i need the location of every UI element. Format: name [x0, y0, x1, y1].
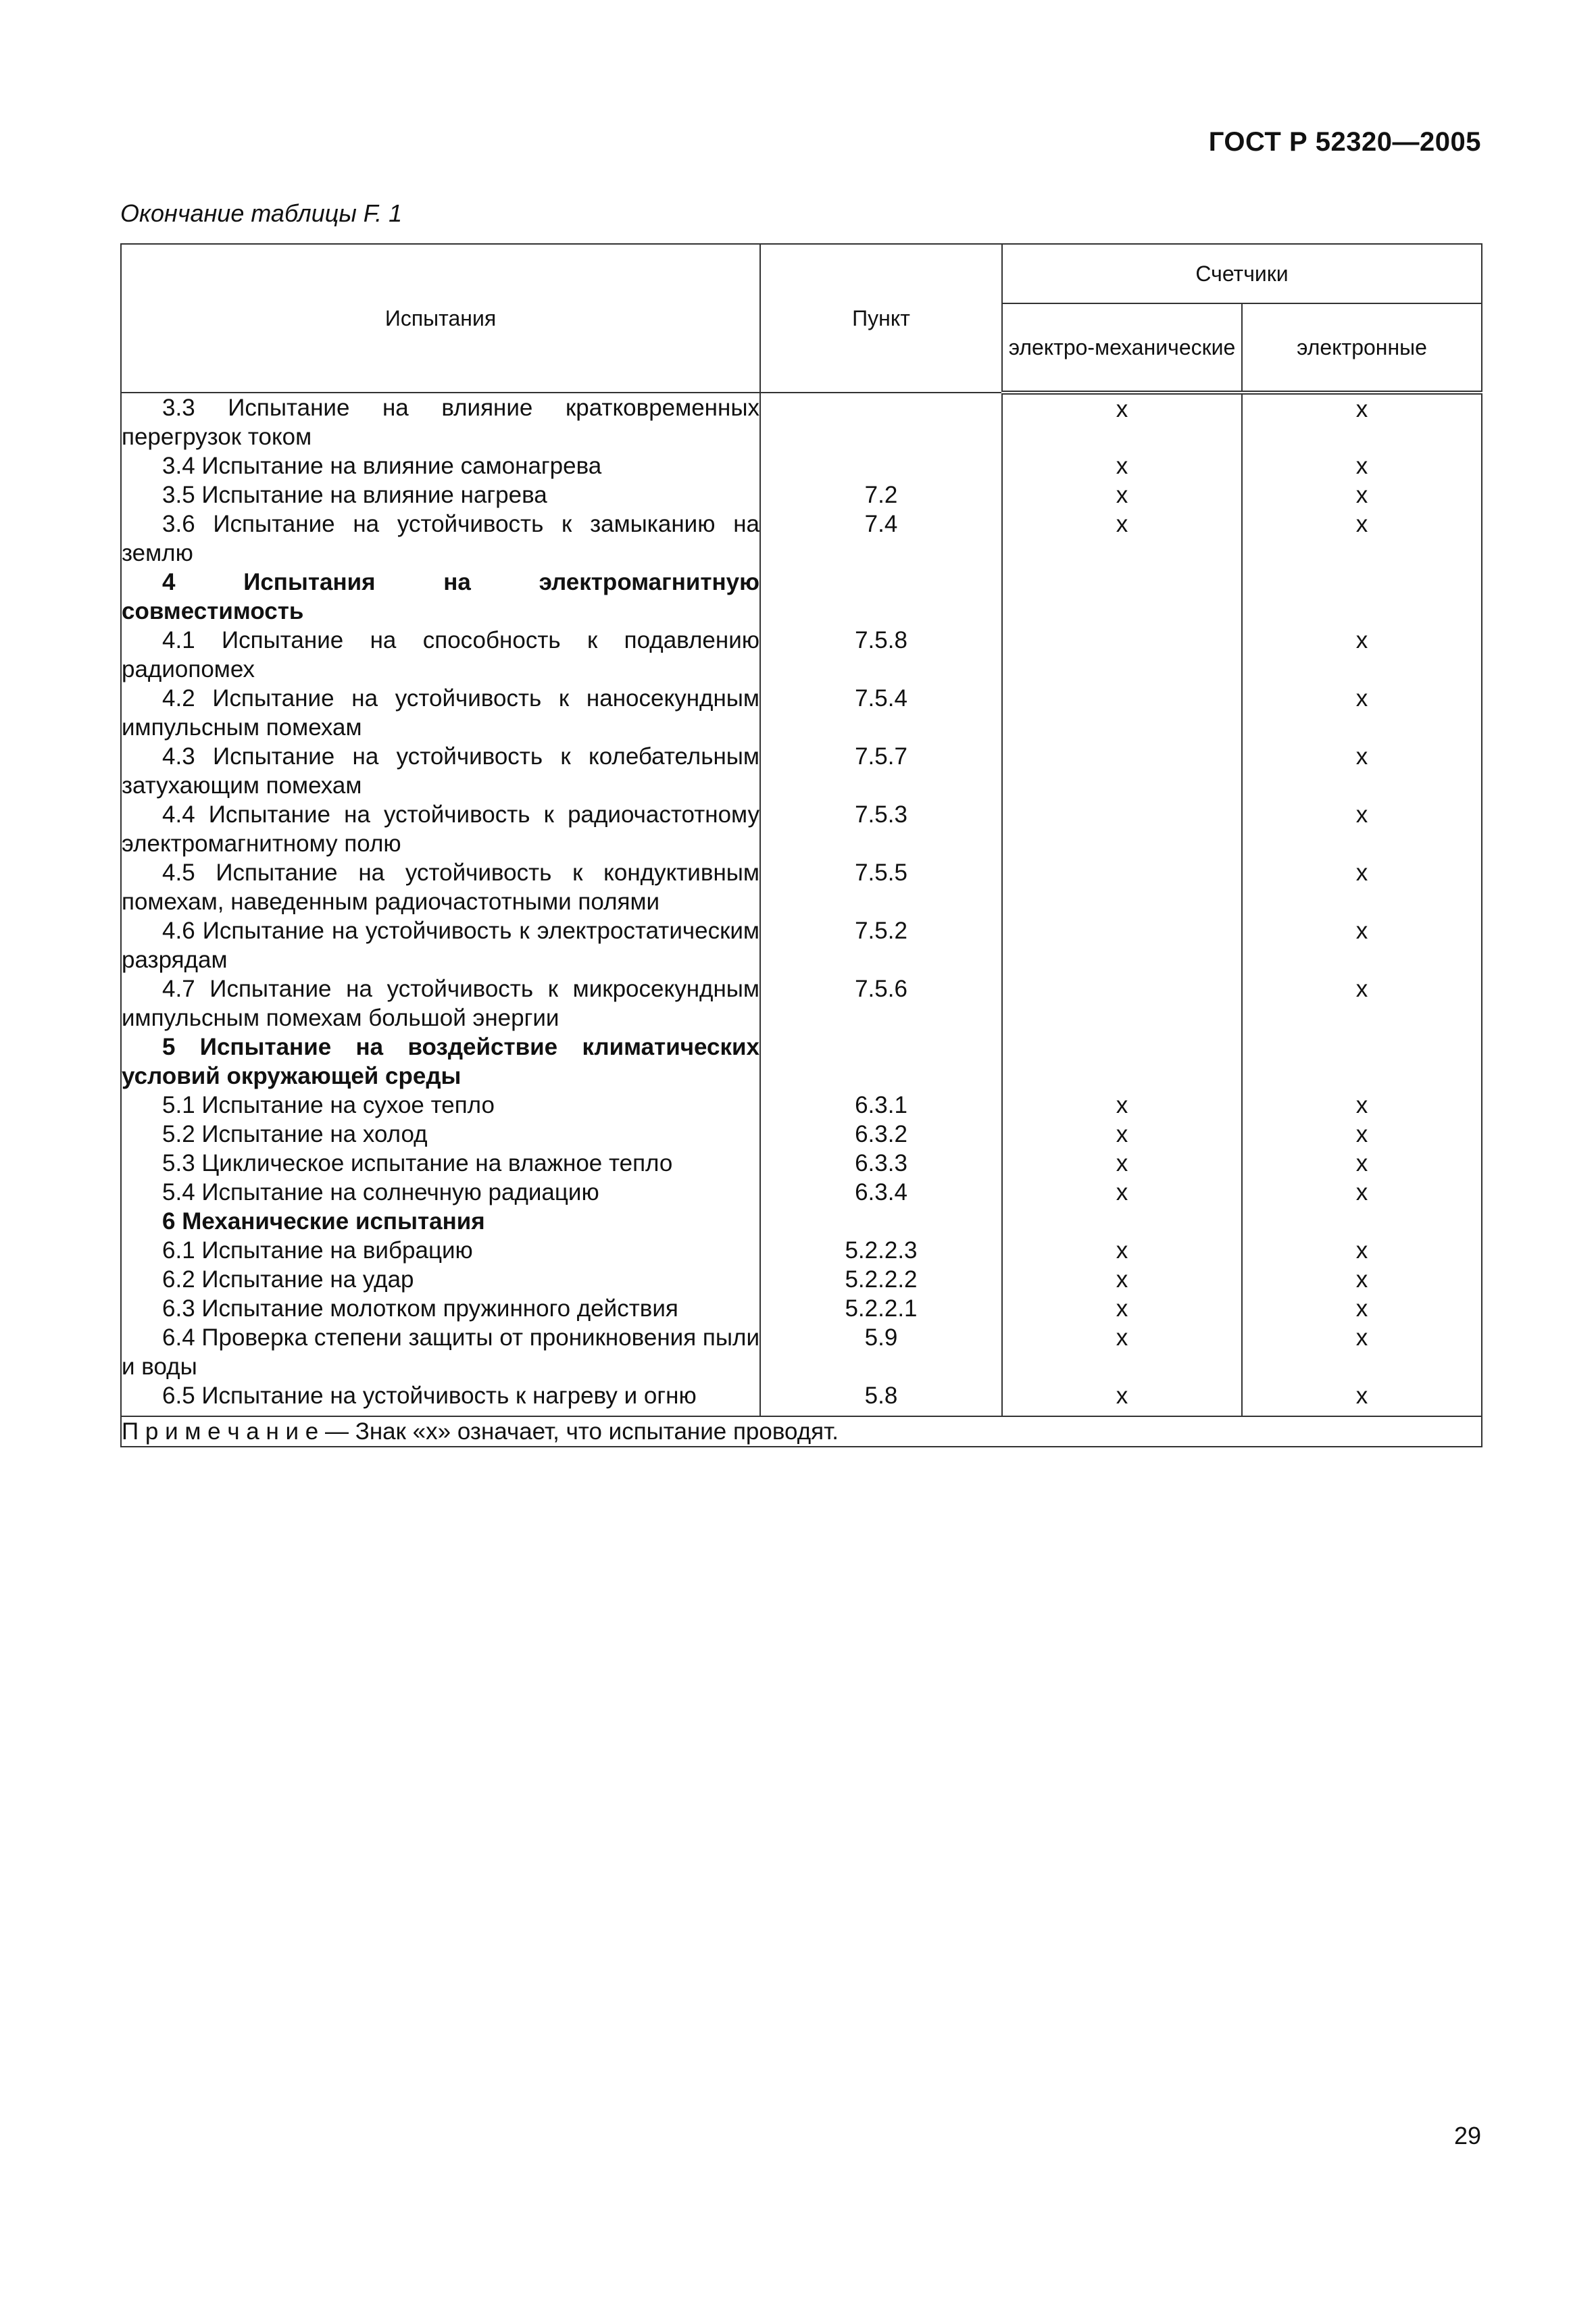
- test-name-cell: [121, 1091, 760, 1120]
- table-row: [121, 451, 1482, 480]
- col-header-clause: Пункт: [760, 244, 1002, 393]
- table-row: [121, 684, 1482, 742]
- electromechanical-mark: х: [1002, 1236, 1242, 1265]
- table-row: [121, 480, 1482, 509]
- electromechanical-mark: [1002, 568, 1242, 626]
- table-row: [121, 626, 1482, 684]
- table-note: П р и м е ч а н и е — Знак «х» означает, что испытание проводят.: [121, 1416, 1482, 1447]
- clause-cell: [760, 393, 1002, 451]
- table-row: [121, 509, 1482, 568]
- clause-cell: 6.3.2: [760, 1120, 1002, 1149]
- clause-cell: 5.8: [760, 1381, 1002, 1416]
- electronic-mark: [1242, 1207, 1482, 1236]
- document-code: ГОСТ Р 52320—2005: [1208, 127, 1481, 157]
- electronic-mark: х: [1242, 1294, 1482, 1323]
- electromechanical-mark: х: [1002, 1178, 1242, 1207]
- test-name: 5.1 Испытание на сухое тепло: [162, 1092, 495, 1118]
- electromechanical-mark: х: [1002, 1265, 1242, 1294]
- clause-cell: 7.5.5: [760, 858, 1002, 916]
- test-name-cell: [121, 916, 760, 974]
- electromechanical-mark: [1002, 626, 1242, 684]
- table-row: [121, 974, 1482, 1032]
- test-name-cell: [121, 974, 760, 1032]
- test-name: 5.4 Испытание на солнечную радиацию: [162, 1179, 599, 1205]
- clause-cell: [760, 1207, 1002, 1236]
- electronic-mark: х: [1242, 684, 1482, 742]
- table-row: [121, 393, 1482, 451]
- test-name: 3.6 Испытание на устойчивость к замыканию на землю: [122, 511, 759, 566]
- test-name: 4.2 Испытание на устойчивость к наносекундным импульсным помехам: [122, 685, 759, 741]
- electromechanical-mark: [1002, 1032, 1242, 1091]
- electronic-mark: х: [1242, 1091, 1482, 1120]
- section-row: [121, 568, 1482, 626]
- table-row: [121, 800, 1482, 858]
- test-name: 4.7 Испытание на устойчивость к микросекундным импульсным помехам большой энергии: [122, 976, 759, 1031]
- clause-cell: 7.5.2: [760, 916, 1002, 974]
- table-row: [121, 916, 1482, 974]
- test-name-cell: [121, 1323, 760, 1381]
- clause-cell: [760, 568, 1002, 626]
- clause-cell: 5.2.2.3: [760, 1236, 1002, 1265]
- table-row: [121, 858, 1482, 916]
- electromechanical-mark: х: [1002, 451, 1242, 480]
- test-name-cell: [121, 1381, 760, 1416]
- test-name: 6.4 Проверка степени защиты от проникновения пыли и воды: [122, 1324, 759, 1380]
- electronic-mark: х: [1242, 742, 1482, 800]
- electronic-mark: х: [1242, 916, 1482, 974]
- test-name: 4.4 Испытание на устойчивость к радиочастотному электромагнитному полю: [122, 801, 759, 857]
- col-header-electronic: электронные: [1242, 303, 1482, 393]
- electromechanical-mark: [1002, 916, 1242, 974]
- table-body: [121, 393, 1482, 1416]
- electronic-mark: х: [1242, 626, 1482, 684]
- tests-table: [120, 243, 1482, 1447]
- col-header-electromechanical: электро-механические: [1002, 303, 1242, 393]
- electronic-mark: х: [1242, 974, 1482, 1032]
- electromechanical-mark: [1002, 974, 1242, 1032]
- section-row: [121, 1207, 1482, 1236]
- electronic-mark: х: [1242, 1178, 1482, 1207]
- test-name: 4.6 Испытание на устойчивость к электростатическим разрядам: [122, 918, 759, 973]
- test-name-cell: [121, 1265, 760, 1294]
- clause-cell: 6.3.1: [760, 1091, 1002, 1120]
- clause-cell: 7.5.4: [760, 684, 1002, 742]
- section-title: 4 Испытания на электромагнитную совместимость: [122, 569, 759, 624]
- test-name: 6.1 Испытание на вибрацию: [162, 1237, 473, 1264]
- electronic-mark: х: [1242, 1120, 1482, 1149]
- electromechanical-mark: [1002, 742, 1242, 800]
- clause-cell: 6.3.3: [760, 1149, 1002, 1178]
- electromechanical-mark: [1002, 684, 1242, 742]
- table-header: [121, 244, 1482, 393]
- clause-cell: 7.5.8: [760, 626, 1002, 684]
- test-name: 3.3 Испытание на влияние кратковременных перегрузок током: [122, 395, 759, 450]
- test-name-cell: [121, 509, 760, 568]
- test-name-cell: [121, 1178, 760, 1207]
- clause-cell: [760, 451, 1002, 480]
- table-row: [121, 1294, 1482, 1323]
- section-title: 6 Механические испытания: [162, 1208, 485, 1235]
- section-title: 5 Испытание на воздействие климатических условий окружающей среды: [122, 1034, 759, 1089]
- test-name-cell: [121, 1149, 760, 1178]
- electromechanical-mark: [1002, 1207, 1242, 1236]
- page-number: 29: [1453, 2122, 1481, 2149]
- electronic-mark: х: [1242, 1236, 1482, 1265]
- test-name: 3.5 Испытание на влияние нагрева: [162, 482, 547, 508]
- clause-cell: 6.3.4: [760, 1178, 1002, 1207]
- test-name: 3.4 Испытание на влияние самонагрева: [162, 453, 602, 479]
- test-name: 4.3 Испытание на устойчивость к колебательным затухающим помехам: [122, 743, 759, 799]
- section-row: [121, 1032, 1482, 1091]
- table-row: [121, 1178, 1482, 1207]
- clause-cell: 7.2: [760, 480, 1002, 509]
- electronic-mark: х: [1242, 1265, 1482, 1294]
- electromechanical-mark: х: [1002, 1120, 1242, 1149]
- electronic-mark: х: [1242, 480, 1482, 509]
- electronic-mark: [1242, 568, 1482, 626]
- test-name-cell: [121, 800, 760, 858]
- electromechanical-mark: [1002, 800, 1242, 858]
- electromechanical-mark: х: [1002, 1091, 1242, 1120]
- electromechanical-mark: х: [1002, 1381, 1242, 1416]
- electronic-mark: х: [1242, 393, 1482, 451]
- electronic-mark: х: [1242, 1381, 1482, 1416]
- electronic-mark: х: [1242, 1323, 1482, 1381]
- section-title-cell: [121, 1032, 760, 1091]
- test-name-cell: [121, 626, 760, 684]
- test-name: 6.5 Испытание на устойчивость к нагреву и огню: [162, 1383, 697, 1409]
- test-name-cell: [121, 684, 760, 742]
- test-name-cell: [121, 480, 760, 509]
- clause-cell: 7.5.7: [760, 742, 1002, 800]
- electromechanical-mark: х: [1002, 509, 1242, 568]
- test-name-cell: [121, 1120, 760, 1149]
- clause-cell: 7.5.6: [760, 974, 1002, 1032]
- test-name: 5.3 Циклическое испытание на влажное тепло: [162, 1150, 673, 1176]
- table-row: [121, 1265, 1482, 1294]
- electronic-mark: [1242, 1032, 1482, 1091]
- test-name-cell: [121, 742, 760, 800]
- test-name: 4.1 Испытание на способность к подавлению радиопомех: [122, 627, 759, 682]
- clause-cell: 5.9: [760, 1323, 1002, 1381]
- electromechanical-mark: х: [1002, 1149, 1242, 1178]
- table-row: [121, 1323, 1482, 1381]
- electronic-mark: х: [1242, 1149, 1482, 1178]
- test-name: 5.2 Испытание на холод: [162, 1121, 428, 1147]
- clause-cell: 5.2.2.1: [760, 1294, 1002, 1323]
- table-caption: Окончание таблицы F. 1: [120, 199, 403, 227]
- test-name-cell: [121, 393, 760, 451]
- clause-cell: 7.4: [760, 509, 1002, 568]
- section-title-cell: [121, 568, 760, 626]
- electromechanical-mark: [1002, 858, 1242, 916]
- electromechanical-mark: х: [1002, 1294, 1242, 1323]
- electronic-mark: х: [1242, 858, 1482, 916]
- test-name-cell: [121, 858, 760, 916]
- electromechanical-mark: х: [1002, 1323, 1242, 1381]
- clause-cell: [760, 1032, 1002, 1091]
- table-row: [121, 1236, 1482, 1265]
- test-name-cell: [121, 1294, 760, 1323]
- col-header-tests: Испытания: [121, 244, 760, 393]
- table-row: [121, 1091, 1482, 1120]
- electromechanical-mark: х: [1002, 393, 1242, 451]
- test-name: 6.2 Испытание на удар: [162, 1266, 414, 1293]
- table-row: [121, 1120, 1482, 1149]
- section-title-cell: [121, 1207, 760, 1236]
- test-name-cell: [121, 1236, 760, 1265]
- electromechanical-mark: х: [1002, 480, 1242, 509]
- test-name-cell: [121, 451, 760, 480]
- test-name: 4.5 Испытание на устойчивость к кондуктивным помехам, наведенным радиочастотными полями: [122, 860, 759, 915]
- electronic-mark: х: [1242, 800, 1482, 858]
- table-row: [121, 1149, 1482, 1178]
- clause-cell: 7.5.3: [760, 800, 1002, 858]
- table-row: [121, 742, 1482, 800]
- table-row: [121, 1381, 1482, 1416]
- electronic-mark: х: [1242, 451, 1482, 480]
- electronic-mark: х: [1242, 509, 1482, 568]
- clause-cell: 5.2.2.2: [760, 1265, 1002, 1294]
- test-name: 6.3 Испытание молотком пружинного действия: [162, 1295, 678, 1322]
- col-header-meters: Счетчики: [1002, 244, 1482, 303]
